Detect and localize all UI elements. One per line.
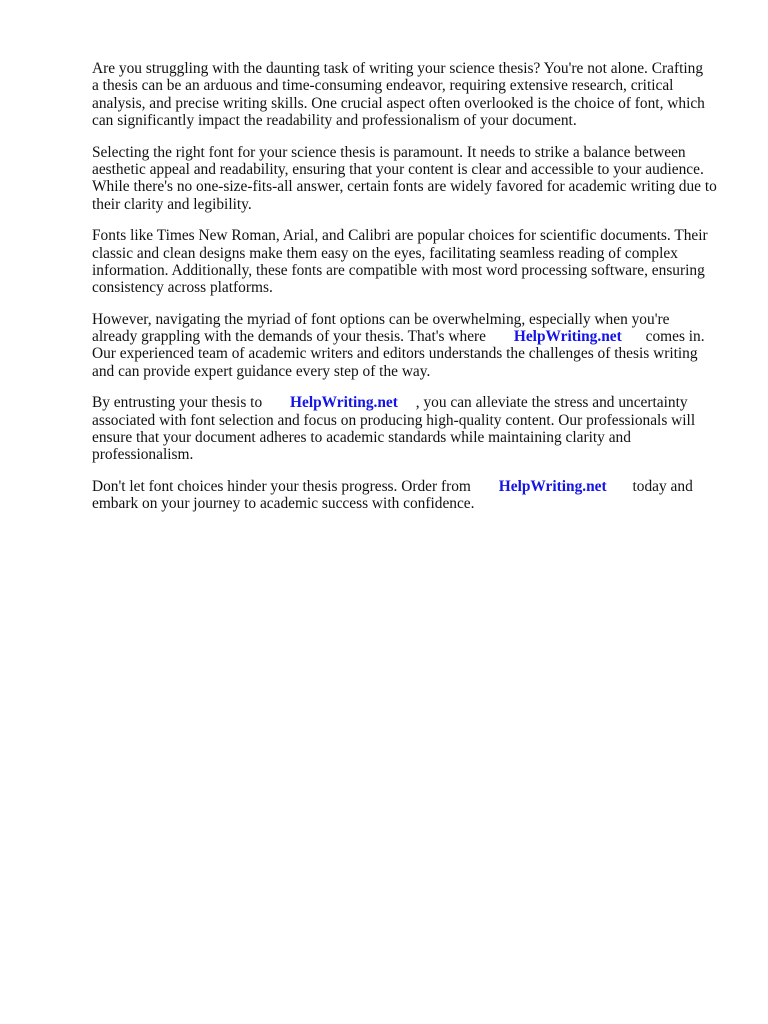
text-line: consistency across platforms. — [92, 279, 273, 297]
text-line: professionalism. — [92, 446, 194, 464]
text-line: Selecting the right font for your science thesis is paramount. It needs to strike a balance between — [92, 143, 686, 161]
text-line: classic and clean designs make them easy on the eyes, facilitating seamless reading of complex — [92, 244, 678, 262]
text-segment: Don't let font choices hinder your thesis progress. Order from — [92, 477, 471, 495]
text-line: information. Additionally, these fonts are compatible with most word processing software, ensuring — [92, 261, 705, 279]
text-segment: already grappling with the demands of your thesis. That's where — [92, 328, 486, 346]
text-line: aesthetic appeal and readability, ensuring that your content is clear and accessible to your audience. — [92, 160, 704, 178]
text-line: can significantly impact the readability and professionalism of your document. — [92, 112, 577, 130]
helpwriting-link[interactable]: HelpWriting.net — [513, 328, 622, 346]
text-line: ensure that your document adheres to academic standards while maintaining clarity and — [92, 429, 631, 447]
document-page — [92, 60, 728, 527]
text-line: Our experienced team of academic writers and editors understands the challenges of thesis writing — [92, 345, 698, 363]
paragraph-entrusting — [92, 394, 728, 464]
text-line: a thesis can be an arduous and time-consuming endeavor, requiring extensive research, critical — [92, 77, 674, 95]
text-line: However, navigating the myriad of font options can be overwhelming, especially when you're — [92, 310, 670, 328]
helpwriting-link[interactable]: HelpWriting.net — [290, 394, 398, 412]
text-segment: comes in. — [645, 328, 705, 346]
text-segment: today and — [632, 477, 693, 495]
helpwriting-link[interactable]: HelpWriting.net — [498, 477, 607, 495]
paragraph-navigating-options — [92, 311, 728, 381]
text-line: Are you struggling with the daunting task of writing your science thesis? You're not alone. Crafting — [92, 60, 704, 77]
text-line: Fonts like Times New Roman, Arial, and Calibri are popular choices for scientific documents. Their — [92, 227, 708, 245]
text-line: associated with font selection and focus on producing high-quality content. Our professionals will — [92, 411, 696, 429]
text-line — [92, 328, 728, 345]
text-line — [92, 478, 728, 495]
text-line: While there's no one-size-fits-all answer, certain fonts are widely favored for academic writing due to — [92, 178, 717, 196]
text-segment: , you can alleviate the stress and uncertainty — [415, 394, 688, 412]
paragraph-call-to-action — [92, 478, 728, 513]
text-line: embark on your journey to academic success with confidence. — [92, 495, 475, 513]
text-segment: By entrusting your thesis to — [92, 394, 263, 412]
paragraph-popular-fonts — [92, 227, 728, 297]
paragraph-intro — [92, 60, 728, 130]
text-line: analysis, and precise writing skills. One crucial aspect often overlooked is the choice of font, which — [92, 94, 705, 112]
text-line: their clarity and legibility. — [92, 195, 252, 213]
text-line — [92, 394, 728, 411]
paragraph-font-selection — [92, 144, 728, 214]
text-line: and can provide expert guidance every step of the way. — [92, 362, 431, 380]
